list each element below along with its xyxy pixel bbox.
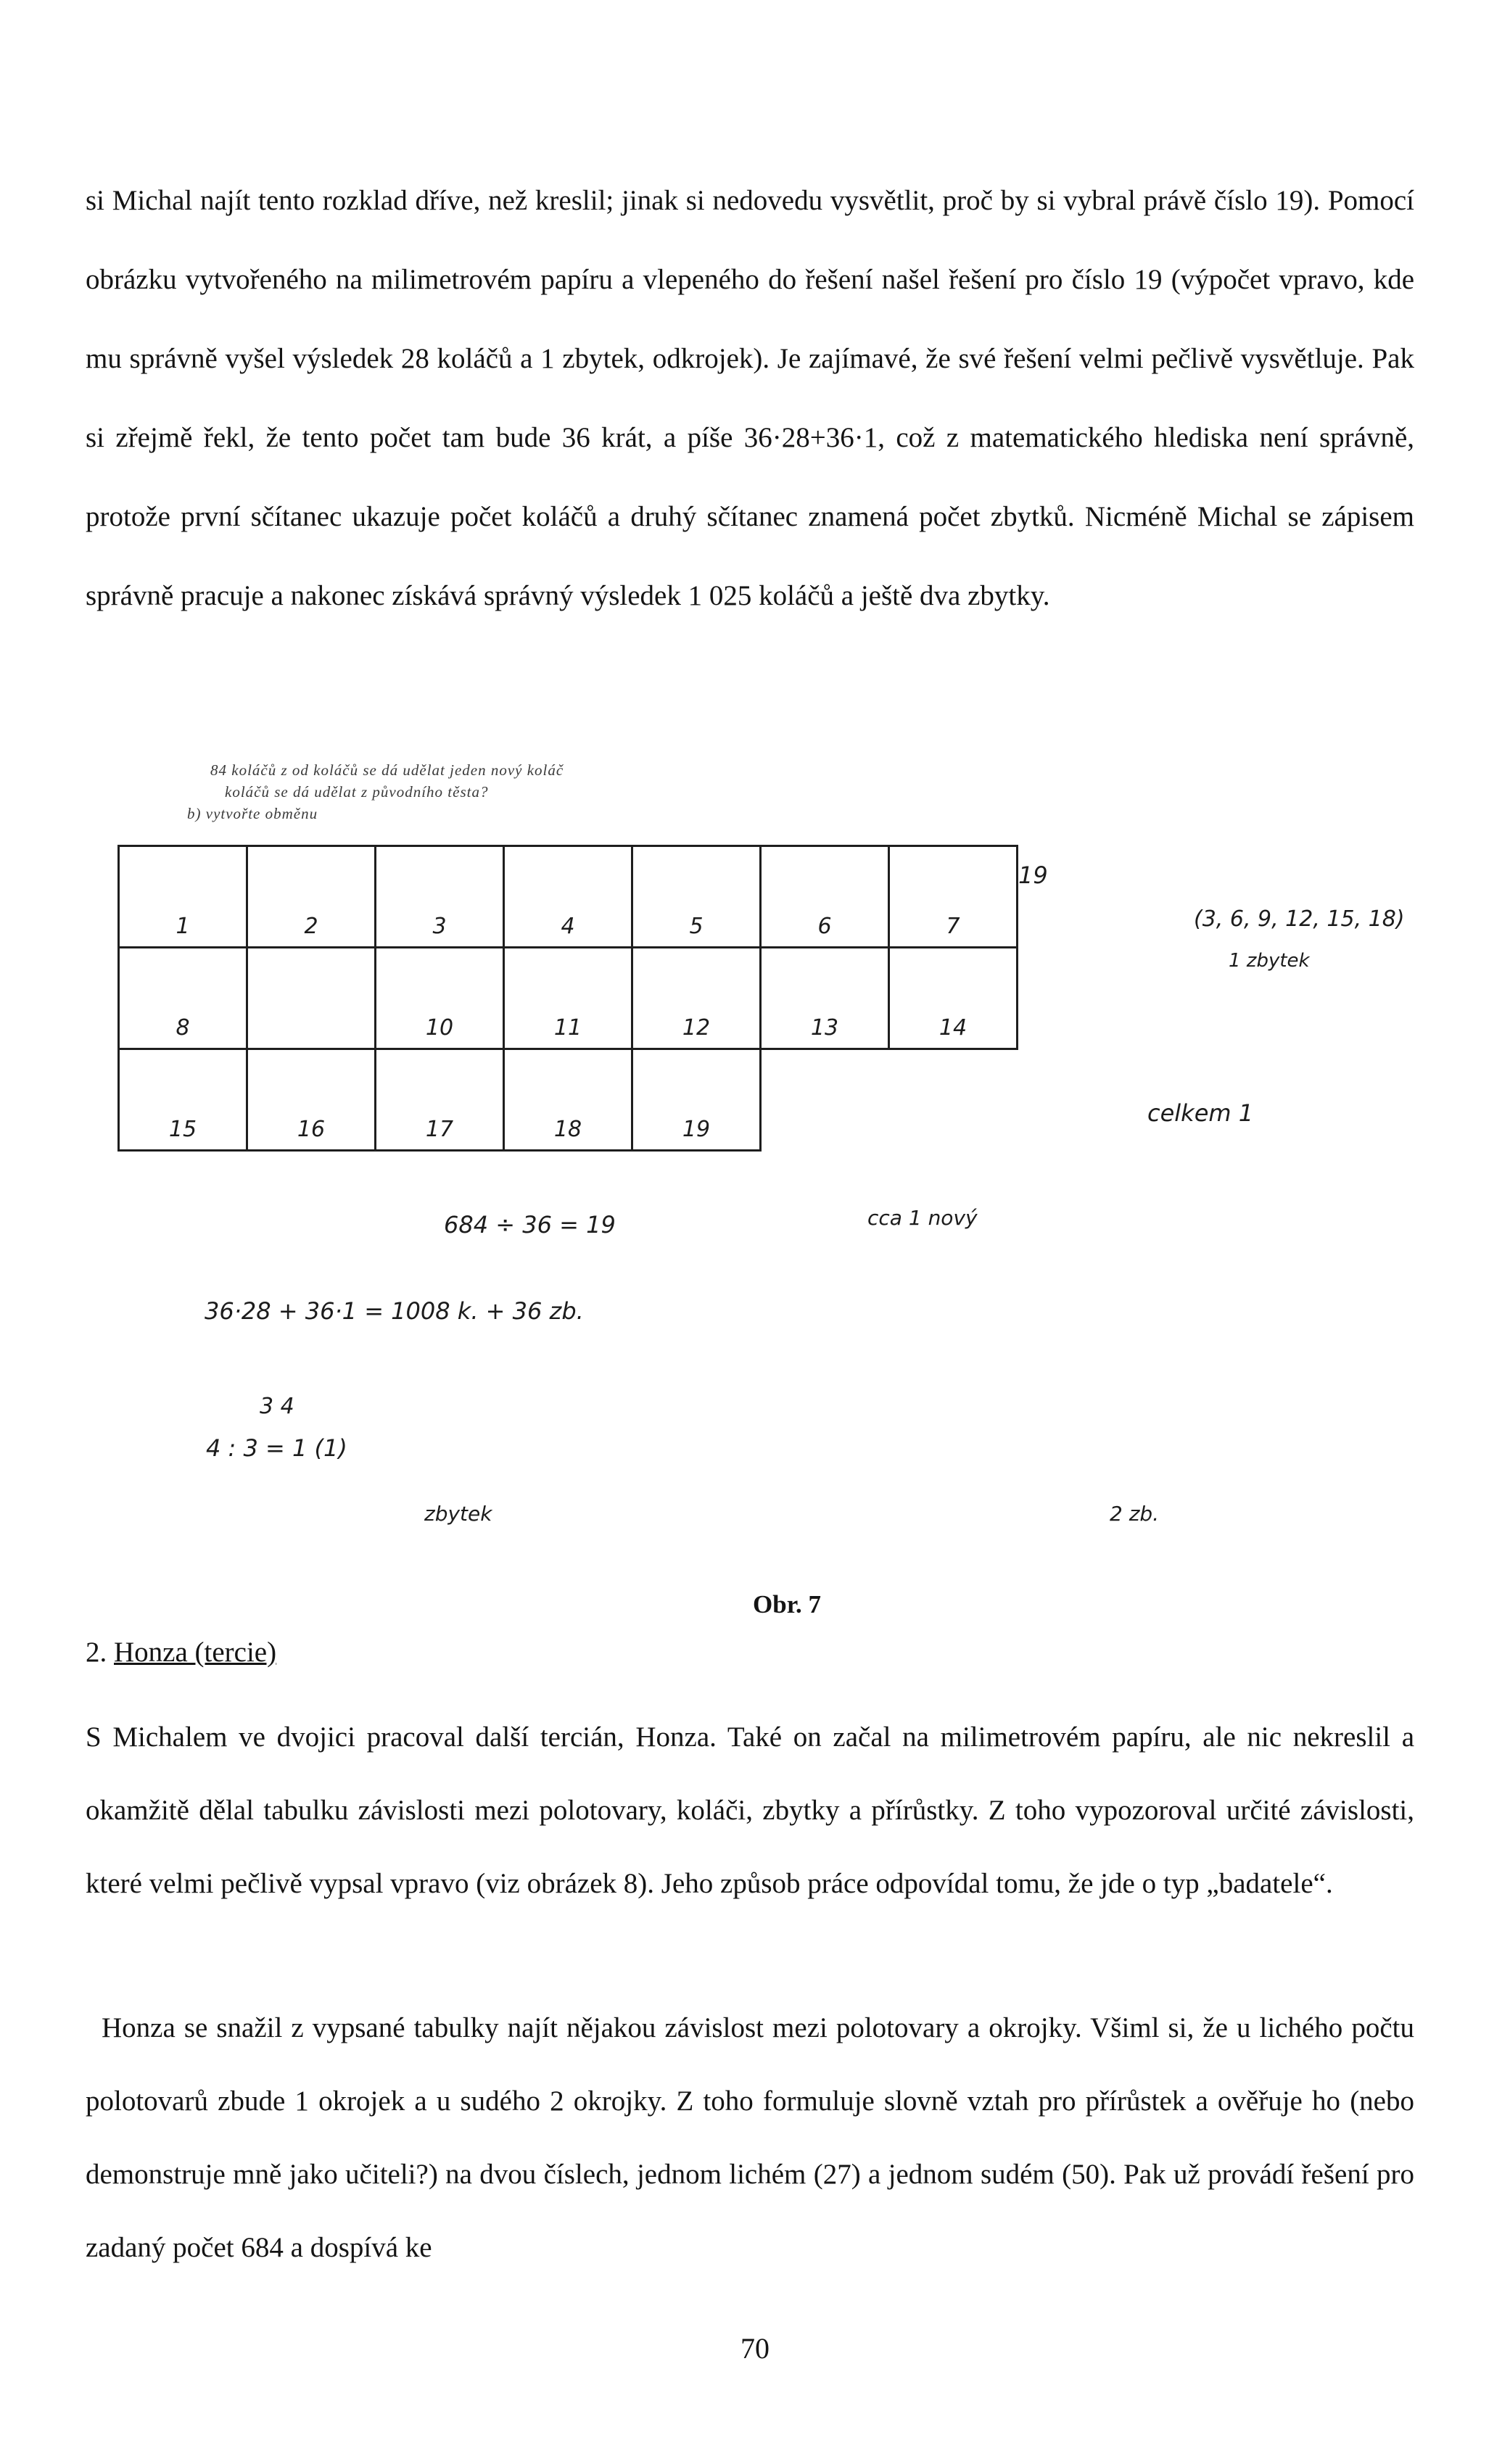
figure-header-line-1: 84 koláčů z od koláčů se dá udělat jeden nový koláč bbox=[210, 761, 564, 779]
side-total: celkem 1 bbox=[1147, 1099, 1254, 1127]
side-set: (3, 6, 9, 12, 15, 18) bbox=[1194, 906, 1405, 932]
calc-top-right: cca 1 nový bbox=[867, 1206, 978, 1230]
grid-cell: 8 bbox=[117, 946, 248, 1050]
side-number: 19 bbox=[1018, 861, 1048, 889]
calc-line-3: 3 4 bbox=[260, 1394, 294, 1419]
figure-header-line-2: koláčů se dá udělat z původního těsta? bbox=[225, 783, 489, 801]
grid-cell: 10 bbox=[374, 946, 505, 1050]
page-number: 70 bbox=[740, 2332, 770, 2365]
figure-caption: Obr. 7 bbox=[753, 1590, 822, 1618]
calc-line-5: zbytek bbox=[424, 1502, 492, 1526]
grid-cell: 6 bbox=[759, 845, 890, 948]
grid-cell: 15 bbox=[117, 1048, 248, 1152]
calc-line-6: 2 zb. bbox=[1110, 1502, 1160, 1526]
grid-cell: 19 bbox=[631, 1048, 762, 1152]
calc-line-4: 4 : 3 = 1 (1) bbox=[206, 1434, 347, 1462]
grid-cell: 7 bbox=[888, 845, 1018, 948]
grid-cell: 3 bbox=[374, 845, 505, 948]
calc-line-2: 36·28 + 36·1 = 1008 k. + 36 zb. bbox=[205, 1297, 584, 1325]
grid-cell bbox=[246, 946, 376, 1050]
section-number: 2. bbox=[86, 1637, 107, 1668]
grid-cell: 5 bbox=[631, 845, 762, 948]
grid-cell: 1 bbox=[117, 845, 248, 948]
section-heading bbox=[86, 1636, 276, 1669]
grid-cell: 16 bbox=[246, 1048, 376, 1152]
calc-line-1: 684 ÷ 36 = 19 bbox=[444, 1211, 616, 1239]
grid-cell: 2 bbox=[246, 845, 376, 948]
grid-cell: 11 bbox=[503, 946, 633, 1050]
grid-cell: 13 bbox=[759, 946, 890, 1050]
paragraph-2: S Michalem ve dvojici pracoval další tercián, Honza. Také on začal na milimetrovém papíru, ale nic nekreslil a okamžitě dělal tabulku závislosti mezi polotovary, koláči, zbytky a přírůstky. Z toho vypozoroval určité závislosti, které velmi pečlivě vypsal vpravo (viz obrázek 8). Jeho způsob práce odpovídal tomu, že jde o typ „badatele“. bbox=[86, 1721, 1414, 1899]
side-note: 1 zbytek bbox=[1229, 950, 1310, 972]
grid-cell: 17 bbox=[374, 1048, 505, 1152]
grid-cell: 4 bbox=[503, 845, 633, 948]
section-title: Honza (tercie) bbox=[114, 1637, 277, 1668]
grid-cell: 14 bbox=[888, 946, 1018, 1050]
figure-header-line-3: b) vytvořte obměnu bbox=[187, 805, 318, 822]
grid-cell: 18 bbox=[503, 1048, 633, 1152]
paragraph-top: si Michal najít tento rozklad dříve, než kreslil; jinak si nedovedu vysvětlit, proč by si vybral právě číslo 19). Pomocí obrázku vytvořeného na milimetrovém papíru a vlepeného do řešení našel řešení pro číslo 19 (výpočet vpravo, kde mu správně vyšel výsledek 28 koláčů a 1 zbytek, odkrojek). Je zajímavé, že své řešení velmi pečlivě vysvětluje. Pak si zřejmě řekl, že tento počet tam bude 36 krát, a píše 36·28+36·1, což z matematického hlediska není správně, protože první sčítanec ukazuje počet koláčů a druhý sčítanec znamená počet zbytků. Nicméně Michal se zápisem správně pracuje a nakonec získává správný výsledek 1 025 koláčů a ještě dva zbytky. bbox=[86, 185, 1414, 611]
paragraph-3: Honza se snažil z vypsané tabulky najít nějakou závislost mezi polotovary a okrojky. Všiml si, že u lichého počtu polotovarů zbude 1 okrojek a u sudého 2 okrojky. Z toho formuluje slovně vztah pro přírůstek a ověřuje ho (nebo demonstruje mně jako učiteli?) na dvou číslech, jednom lichém (27) a jednom sudém (50). Pak už provádí řešení pro zadaný počet 684 a dospívá ke bbox=[86, 2012, 1414, 2263]
grid-cell: 12 bbox=[631, 946, 762, 1050]
